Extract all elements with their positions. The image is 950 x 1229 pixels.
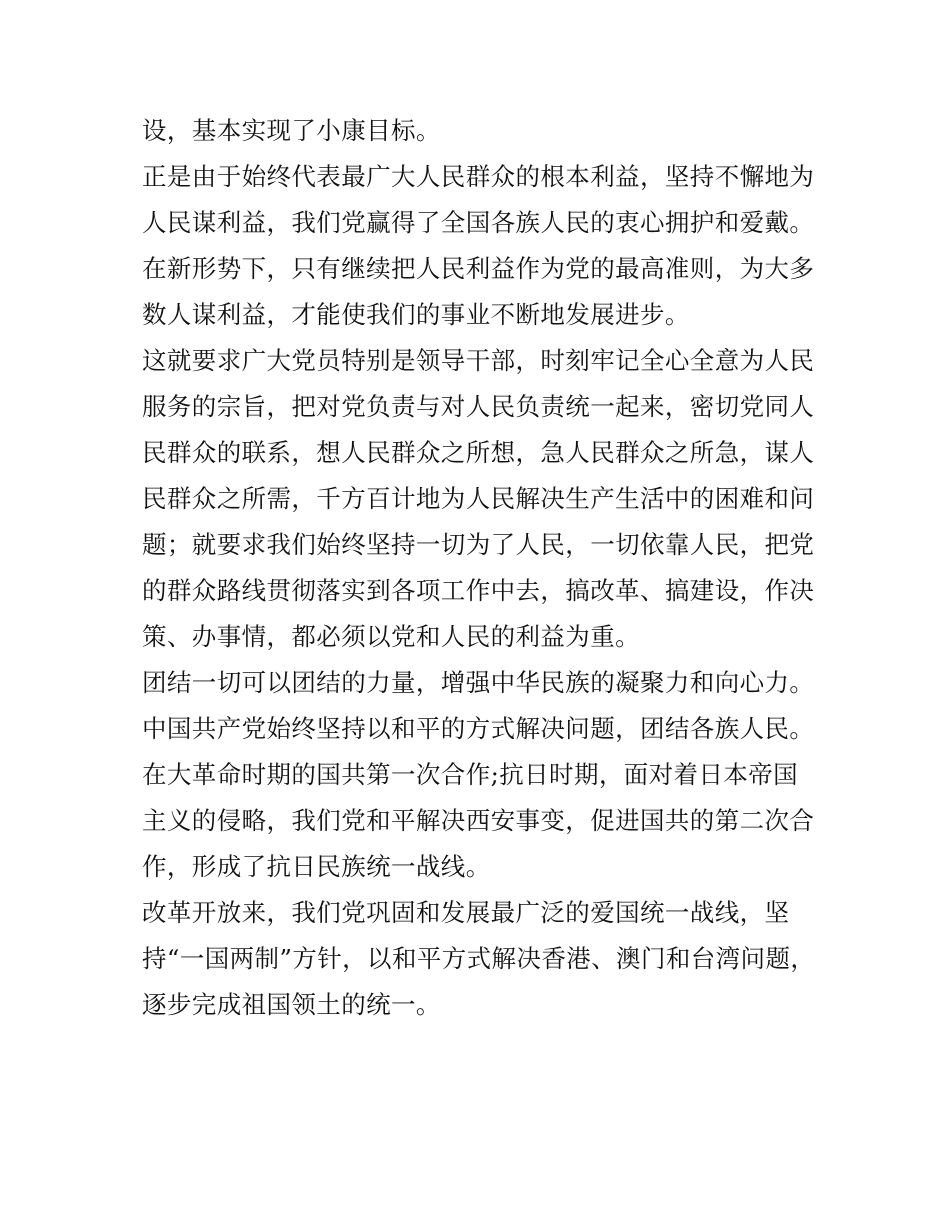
text-line: 这就要求广大党员特别是领导干部，时刻牢记全心全意为人民	[142, 346, 815, 375]
text-line: 团结一切可以团结的力量，增强中华民族的凝聚力和向心力。	[142, 668, 815, 697]
text-line: 改革开放来，我们党巩固和发展最广泛的爱国统一战线，坚	[142, 898, 790, 927]
text-line: 逐步完成祖国领土的统一。	[142, 990, 441, 1019]
text-line: 服务的宗旨，把对党负责与对人民负责统一起来，密切党同人	[142, 392, 815, 421]
text-line: 中国共产党始终坚持以和平的方式解决问题，团结各族人民。	[142, 714, 815, 743]
text-line: 民群众的联系，想人民群众之所想，急人民群众之所急，谋人	[142, 438, 815, 467]
text-line: 的群众路线贯彻落实到各项工作中去，搞改革、搞建设，作决	[142, 576, 815, 605]
text-line: 主义的侵略，我们党和平解决西安事变，促进国共的第二次合	[142, 806, 815, 835]
text-line: 在新形势下，只有继续把人民利益作为党的最高准则，为大多	[142, 254, 815, 283]
text-line: 作，形成了抗日民族统一战线。	[142, 852, 491, 881]
body-text	[142, 108, 822, 1028]
text-line: 民群众之所需，千方百计地为人民解决生产生活中的困难和问	[142, 484, 815, 513]
text-line: 正是由于始终代表最广大人民群众的根本利益，坚持不懈地为	[142, 162, 815, 191]
text-line: 持“一国两制”方针，以和平方式解决香港、澳门和台湾问题，	[142, 944, 816, 973]
text-line: 设，基本实现了小康目标。	[142, 116, 441, 145]
text-line: 数人谋利益，才能使我们的事业不断地发展进步。	[142, 300, 690, 329]
text-line: 策、办事情，都必须以党和人民的利益为重。	[142, 622, 640, 651]
text-line: 人民谋利益，我们党赢得了全国各族人民的衷心拥护和爱戴。	[142, 208, 815, 237]
text-line: 在大革命时期的国共第一次合作;抗日时期，面对着日本帝国	[142, 760, 799, 789]
text-line: 题；就要求我们始终坚持一切为了人民，一切依靠人民，把党	[142, 530, 815, 559]
